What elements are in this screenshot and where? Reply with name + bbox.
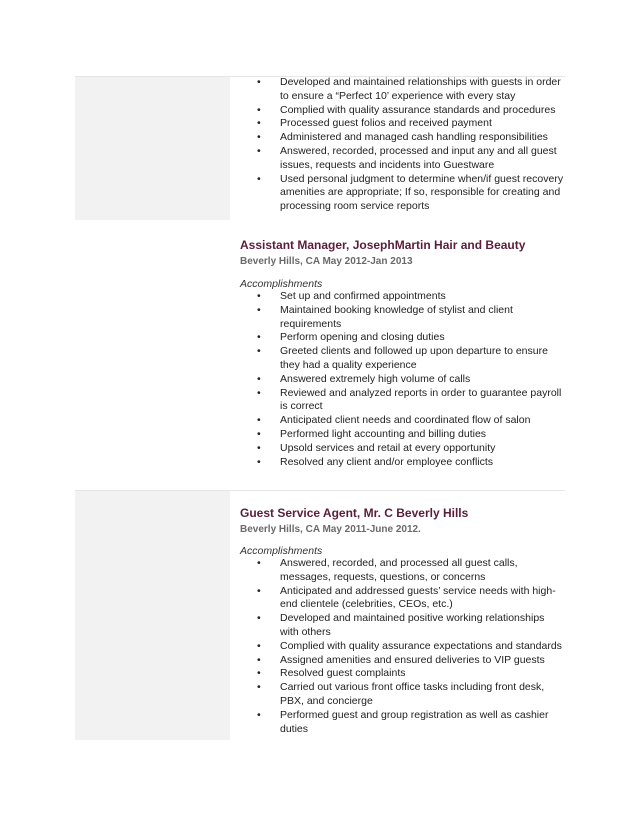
bullet-item bbox=[257, 428, 565, 442]
bullet-text: Resolved guest complaints bbox=[280, 667, 406, 680]
bullet-icon: • bbox=[257, 612, 261, 625]
bullet-item bbox=[257, 345, 565, 373]
bullet-item bbox=[257, 654, 565, 668]
bullet-item bbox=[257, 387, 565, 415]
left-column-shading-top bbox=[75, 76, 230, 220]
bullet-icon: • bbox=[257, 584, 261, 597]
bullet-icon: • bbox=[257, 144, 261, 157]
section-divider-middle bbox=[75, 490, 565, 491]
bullet-item bbox=[257, 612, 565, 640]
bullet-item bbox=[257, 456, 565, 470]
bullet-icon: • bbox=[257, 681, 261, 694]
bullet-icon: • bbox=[257, 103, 261, 116]
bullet-item bbox=[257, 173, 565, 214]
bullet-icon: • bbox=[257, 667, 261, 680]
bullet-icon: • bbox=[257, 172, 261, 185]
job2-title: Guest Service Agent, Mr. C Beverly Hills bbox=[240, 506, 469, 520]
bullet-icon: • bbox=[257, 117, 261, 130]
bullet-icon: • bbox=[257, 414, 261, 427]
bullet-text: Anticipated client needs and coordinated flow of salon bbox=[280, 414, 531, 427]
bullet-text: Complied with quality assurance standards and procedures bbox=[280, 103, 556, 116]
bullet-text: Upsold services and retail at every opportunity bbox=[280, 441, 496, 454]
bullet-text: Anticipated and addressed guests’ service needs with high-end clientele (celebrities, CEOs, etc.) bbox=[280, 584, 556, 611]
bullet-icon: • bbox=[257, 708, 261, 721]
bullet-item bbox=[257, 304, 565, 332]
bullet-text: Answered extremely high volume of calls bbox=[280, 372, 471, 385]
bullet-text: Answered, recorded, and processed all guest calls, messages, requests, questions, or concerns bbox=[280, 557, 518, 583]
job1-title: Assistant Manager, JosephMartin Hair and Beauty bbox=[240, 238, 526, 252]
bullet-text: Reviewed and analyzed reports in order to guarantee payroll is correct bbox=[280, 386, 562, 413]
bullet-icon: • bbox=[257, 427, 261, 440]
bullet-text: Greeted clients and followed up upon departure to ensure they had a quality experience bbox=[280, 345, 548, 371]
bullet-icon: • bbox=[257, 557, 261, 569]
bullet-text: Processed guest folios and received payment bbox=[280, 117, 492, 130]
bullet-text: Complied with quality assurance expectations and standards bbox=[280, 639, 562, 652]
previous-job-bullet-list bbox=[257, 76, 565, 214]
bullet-item bbox=[257, 290, 565, 304]
bullet-item bbox=[257, 681, 565, 709]
bullet-item bbox=[257, 709, 565, 737]
bullet-icon: • bbox=[257, 455, 261, 468]
bullet-item bbox=[257, 76, 565, 104]
bullet-text: Answered, recorded, processed and input any and all guest issues, requests and incidents into Guestware bbox=[280, 144, 557, 171]
bullet-item bbox=[257, 117, 565, 131]
bullet-text: Carried out various front office tasks including front desk, PBX, and concierge bbox=[280, 681, 545, 707]
bullet-item bbox=[257, 640, 565, 654]
bullet-icon: • bbox=[257, 639, 261, 652]
bullet-icon: • bbox=[257, 345, 261, 358]
bullet-icon: • bbox=[257, 653, 261, 666]
bullet-icon: • bbox=[257, 76, 261, 88]
bullet-item bbox=[257, 442, 565, 456]
bullet-item bbox=[257, 145, 565, 173]
bullet-item bbox=[257, 557, 565, 585]
job1-accomplishments-label: Accomplishments bbox=[240, 278, 323, 290]
bullet-text: Performed light accounting and billing duties bbox=[280, 427, 487, 440]
bullet-text: Used personal judgment to determine when/if guest recovery amenities are appropriate; If so, responsible for creating and processing room service reports bbox=[280, 172, 564, 213]
bullet-icon: • bbox=[257, 290, 261, 302]
bullet-item bbox=[257, 373, 565, 387]
bullet-item bbox=[257, 667, 565, 681]
bullet-item bbox=[257, 131, 565, 145]
bullet-icon: • bbox=[257, 303, 261, 316]
bullet-item bbox=[257, 414, 565, 428]
job2-accomplishments-label: Accomplishments bbox=[240, 545, 323, 557]
bullet-icon: • bbox=[257, 441, 261, 454]
bullet-text: Administered and managed cash handling responsibilities bbox=[280, 131, 548, 144]
bullet-text: Developed and maintained positive working relationships with others bbox=[280, 612, 545, 638]
bullet-item bbox=[257, 331, 565, 345]
bullet-text: Maintained booking knowledge of stylist and client requirements bbox=[280, 303, 513, 330]
bullet-icon: • bbox=[257, 331, 261, 344]
job1-bullet-list bbox=[257, 290, 565, 469]
bullet-text: Developed and maintained relationships with guests in order to ensure a “Perfect 10’ experience with every stay bbox=[280, 76, 561, 102]
job1-location-dates: Beverly Hills, CA May 2012-Jan 2013 bbox=[240, 256, 413, 267]
job2-location-dates: Beverly Hills, CA May 2011-June 2012. bbox=[240, 524, 421, 535]
left-column-shading-bottom bbox=[75, 490, 230, 740]
bullet-text: Performed guest and group registration as well as cashier duties bbox=[280, 708, 549, 735]
bullet-text: Resolved any client and/or employee conflicts bbox=[280, 455, 494, 468]
bullet-icon: • bbox=[257, 386, 261, 399]
bullet-text: Assigned amenities and ensured deliveries to VIP guests bbox=[280, 653, 545, 666]
bullet-item bbox=[257, 585, 565, 613]
job2-bullet-list bbox=[257, 557, 565, 736]
bullet-icon: • bbox=[257, 131, 261, 144]
bullet-item bbox=[257, 104, 565, 118]
bullet-icon: • bbox=[257, 372, 261, 385]
bullet-text: Perform opening and closing duties bbox=[280, 331, 445, 344]
bullet-text: Set up and confirmed appointments bbox=[280, 290, 446, 302]
